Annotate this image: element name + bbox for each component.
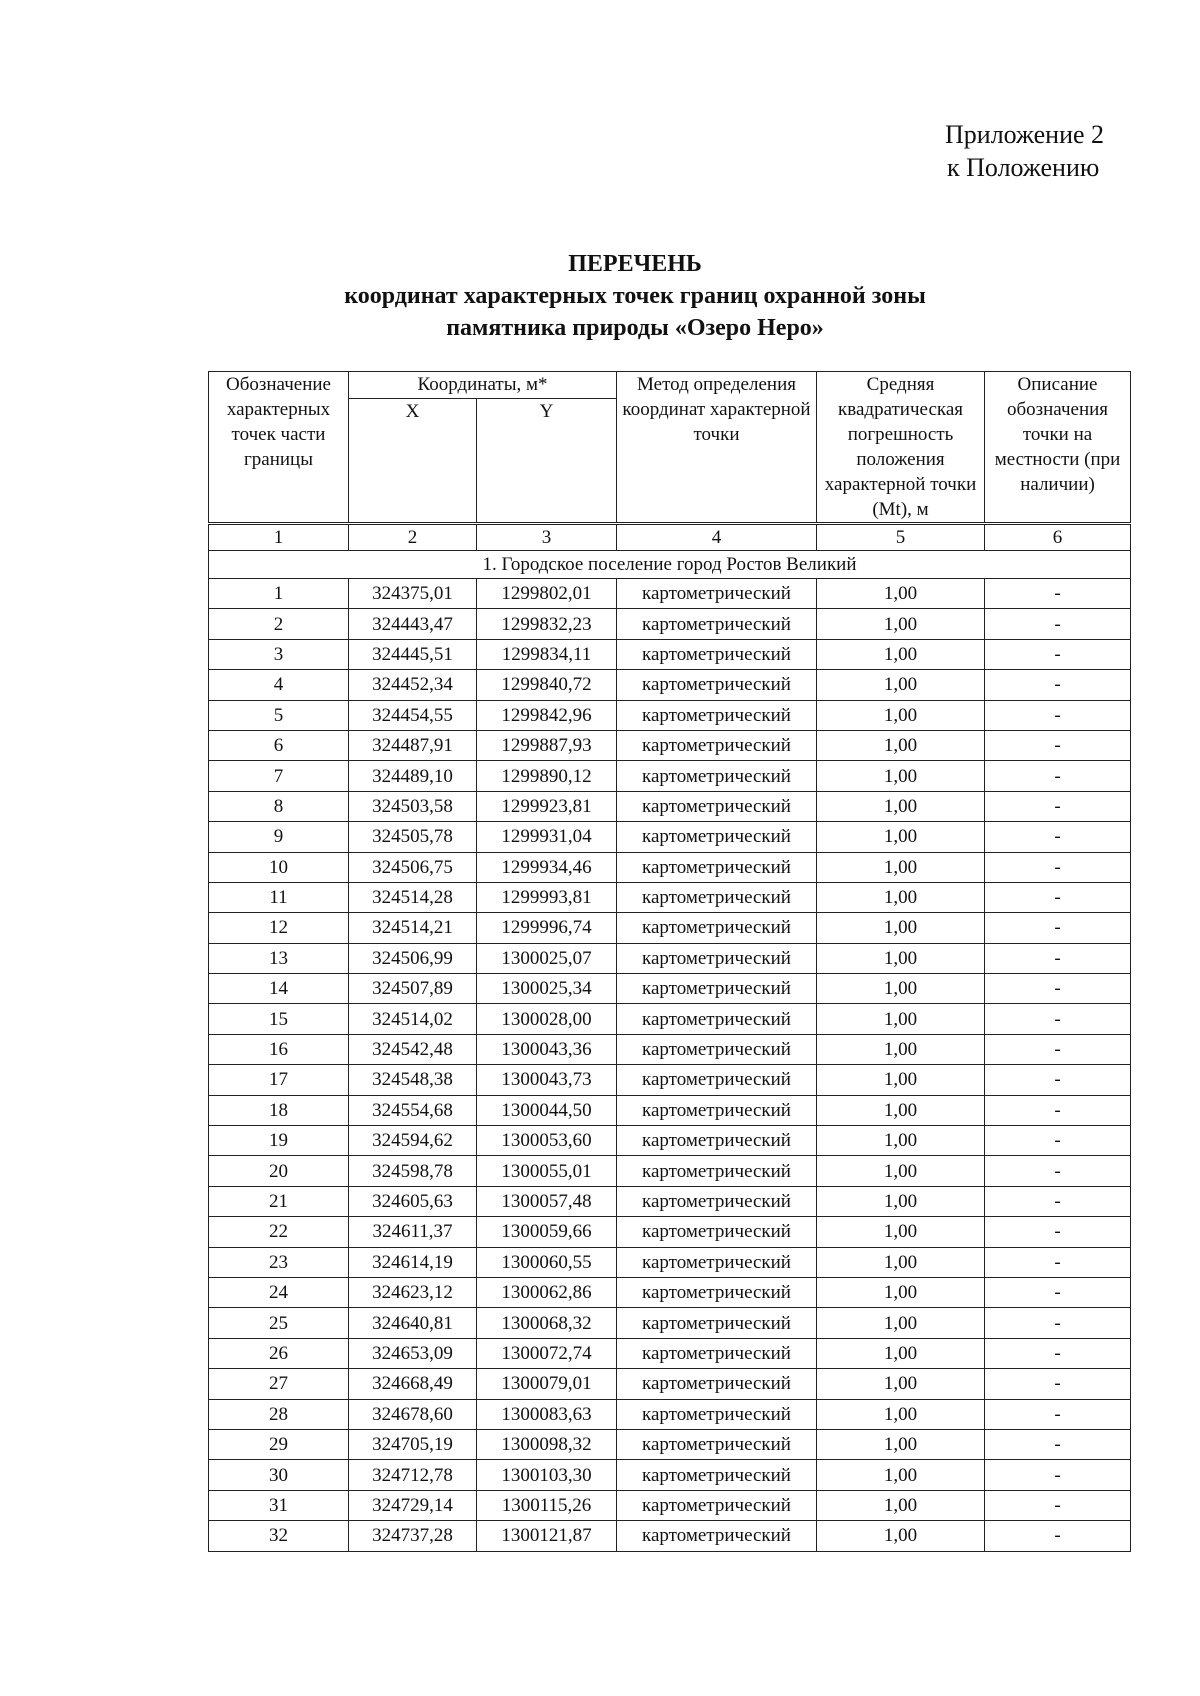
error-value-cell: 1,00: [817, 852, 985, 882]
table-row: [209, 943, 1131, 973]
point-number-cell: 14: [209, 974, 349, 1004]
table-row: [209, 1521, 1131, 1551]
point-number-cell: 29: [209, 1429, 349, 1459]
coord-x-cell: 324443,47: [349, 609, 477, 639]
method-cell: картометрический: [617, 1065, 817, 1095]
appendix-label: [945, 118, 1104, 184]
point-number-cell: 30: [209, 1460, 349, 1490]
table-row: [209, 1460, 1131, 1490]
method-cell: картометрический: [617, 1156, 817, 1186]
description-cell: -: [985, 639, 1131, 669]
coord-y-cell: 1300059,66: [477, 1217, 617, 1247]
description-cell: -: [985, 943, 1131, 973]
coord-y-cell: 1300083,63: [477, 1399, 617, 1429]
table-row: [209, 1247, 1131, 1277]
error-value-cell: 1,00: [817, 1521, 985, 1551]
coord-x-cell: 324507,89: [349, 974, 477, 1004]
table-row: [209, 730, 1131, 760]
table-row: [209, 639, 1131, 669]
point-number-cell: 4: [209, 670, 349, 700]
error-value-cell: 1,00: [817, 1369, 985, 1399]
description-cell: -: [985, 670, 1131, 700]
method-cell: картометрический: [617, 1217, 817, 1247]
point-number-cell: 7: [209, 761, 349, 791]
description-cell: -: [985, 852, 1131, 882]
method-cell: картометрический: [617, 791, 817, 821]
column-number: 1: [209, 524, 349, 551]
error-value-cell: 1,00: [817, 1429, 985, 1459]
appendix-line-2: к Положению: [947, 153, 1100, 182]
section-title: 1. Городское поселение город Ростов Великий: [209, 551, 1131, 579]
method-cell: картометрический: [617, 1399, 817, 1429]
method-cell: картометрический: [617, 761, 817, 791]
description-cell: -: [985, 1369, 1131, 1399]
description-cell: -: [985, 1247, 1131, 1277]
method-cell: картометрический: [617, 882, 817, 912]
coord-x-cell: 324678,60: [349, 1399, 477, 1429]
point-number-cell: 22: [209, 1217, 349, 1247]
coord-x-cell: 324454,55: [349, 700, 477, 730]
table-row: [209, 913, 1131, 943]
coord-x-cell: 324729,14: [349, 1490, 477, 1520]
table-row: [209, 670, 1131, 700]
point-number-cell: 23: [209, 1247, 349, 1277]
point-number-cell: 11: [209, 882, 349, 912]
point-number-cell: 5: [209, 700, 349, 730]
description-cell: -: [985, 1490, 1131, 1520]
description-cell: -: [985, 974, 1131, 1004]
description-cell: -: [985, 1429, 1131, 1459]
coord-x-cell: 324623,12: [349, 1277, 477, 1307]
method-cell: картометрический: [617, 1369, 817, 1399]
table-row: [209, 609, 1131, 639]
table-row: [209, 791, 1131, 821]
header-y: Y: [477, 398, 617, 523]
coord-y-cell: 1299996,74: [477, 913, 617, 943]
description-cell: -: [985, 1095, 1131, 1125]
coord-x-cell: 324506,99: [349, 943, 477, 973]
point-number-cell: 28: [209, 1399, 349, 1429]
method-cell: картометрический: [617, 1247, 817, 1277]
header-coordinates: Координаты, м*: [349, 372, 617, 399]
description-cell: -: [985, 1126, 1131, 1156]
error-value-cell: 1,00: [817, 1156, 985, 1186]
table-row: [209, 1065, 1131, 1095]
coord-x-cell: 324598,78: [349, 1156, 477, 1186]
coord-x-cell: 324505,78: [349, 822, 477, 852]
coord-x-cell: 324514,02: [349, 1004, 477, 1034]
method-cell: картометрический: [617, 579, 817, 609]
header-description: Описание обозначения точки на местности (при наличии): [985, 372, 1131, 524]
coord-x-cell: 324452,34: [349, 670, 477, 700]
description-cell: -: [985, 1156, 1131, 1186]
header-error: Средняя квадратическая погрешность положения характерной точки (Mt), м: [817, 372, 985, 524]
error-value-cell: 1,00: [817, 1247, 985, 1277]
method-cell: картометрический: [617, 639, 817, 669]
table-row: [209, 1004, 1131, 1034]
header-x: X: [349, 398, 477, 523]
coord-y-cell: 1299931,04: [477, 822, 617, 852]
method-cell: картометрический: [617, 1034, 817, 1064]
point-number-cell: 15: [209, 1004, 349, 1034]
error-value-cell: 1,00: [817, 882, 985, 912]
table-row: [209, 1034, 1131, 1064]
coord-y-cell: 1300098,32: [477, 1429, 617, 1459]
description-cell: -: [985, 761, 1131, 791]
coord-y-cell: 1300057,48: [477, 1186, 617, 1216]
description-cell: -: [985, 822, 1131, 852]
point-number-cell: 8: [209, 791, 349, 821]
method-cell: картометрический: [617, 974, 817, 1004]
method-cell: картометрический: [617, 852, 817, 882]
coord-y-cell: 1299890,12: [477, 761, 617, 791]
error-value-cell: 1,00: [817, 639, 985, 669]
point-number-cell: 18: [209, 1095, 349, 1125]
coord-x-cell: 324614,19: [349, 1247, 477, 1277]
method-cell: картометрический: [617, 609, 817, 639]
coord-x-cell: 324503,58: [349, 791, 477, 821]
coord-y-cell: 1300043,73: [477, 1065, 617, 1095]
point-number-cell: 20: [209, 1156, 349, 1186]
point-number-cell: 21: [209, 1186, 349, 1216]
description-cell: -: [985, 1338, 1131, 1368]
method-cell: картометрический: [617, 943, 817, 973]
coord-y-cell: 1300053,60: [477, 1126, 617, 1156]
method-cell: картометрический: [617, 700, 817, 730]
table-row: [209, 1338, 1131, 1368]
point-number-cell: 10: [209, 852, 349, 882]
description-cell: -: [985, 609, 1131, 639]
column-number: 2: [349, 524, 477, 551]
coord-x-cell: 324653,09: [349, 1338, 477, 1368]
point-number-cell: 2: [209, 609, 349, 639]
coord-y-cell: 1300121,87: [477, 1521, 617, 1551]
error-value-cell: 1,00: [817, 791, 985, 821]
title-line-2: координат характерных точек границ охранной зоны: [344, 283, 926, 309]
coord-y-cell: 1299832,23: [477, 609, 617, 639]
column-numbers-row: [209, 524, 1131, 551]
description-cell: -: [985, 730, 1131, 760]
point-number-cell: 25: [209, 1308, 349, 1338]
table-row: [209, 1399, 1131, 1429]
coord-y-cell: 1300079,01: [477, 1369, 617, 1399]
method-cell: картометрический: [617, 670, 817, 700]
error-value-cell: 1,00: [817, 1338, 985, 1368]
coord-x-cell: 324737,28: [349, 1521, 477, 1551]
point-number-cell: 19: [209, 1126, 349, 1156]
point-number-cell: 26: [209, 1338, 349, 1368]
table-row: [209, 852, 1131, 882]
table-row: [209, 822, 1131, 852]
column-number: 4: [617, 524, 817, 551]
coord-x-cell: 324542,48: [349, 1034, 477, 1064]
method-cell: картометрический: [617, 1277, 817, 1307]
coord-x-cell: 324506,75: [349, 852, 477, 882]
error-value-cell: 1,00: [817, 579, 985, 609]
description-cell: -: [985, 1308, 1131, 1338]
title-line-1: ПЕРЕЧЕНЬ: [568, 251, 702, 277]
description-cell: -: [985, 882, 1131, 912]
point-number-cell: 9: [209, 822, 349, 852]
method-cell: картометрический: [617, 1308, 817, 1338]
error-value-cell: 1,00: [817, 1490, 985, 1520]
column-number: 5: [817, 524, 985, 551]
method-cell: картометрический: [617, 1126, 817, 1156]
coord-x-cell: 324605,63: [349, 1186, 477, 1216]
table-row: [209, 1126, 1131, 1156]
method-cell: картометрический: [617, 1521, 817, 1551]
coord-y-cell: 1299923,81: [477, 791, 617, 821]
description-cell: -: [985, 1186, 1131, 1216]
error-value-cell: 1,00: [817, 1126, 985, 1156]
error-value-cell: 1,00: [817, 1217, 985, 1247]
table-row: [209, 1369, 1131, 1399]
table-row: [209, 579, 1131, 609]
method-cell: картометрический: [617, 730, 817, 760]
coord-x-cell: 324668,49: [349, 1369, 477, 1399]
point-number-cell: 24: [209, 1277, 349, 1307]
coord-y-cell: 1300072,74: [477, 1338, 617, 1368]
coord-y-cell: 1300055,01: [477, 1156, 617, 1186]
description-cell: -: [985, 700, 1131, 730]
coord-x-cell: 324640,81: [349, 1308, 477, 1338]
point-number-cell: 17: [209, 1065, 349, 1095]
error-value-cell: 1,00: [817, 700, 985, 730]
coord-x-cell: 324554,68: [349, 1095, 477, 1125]
coord-y-cell: 1300044,50: [477, 1095, 617, 1125]
section-row: [209, 551, 1131, 579]
error-value-cell: 1,00: [817, 1460, 985, 1490]
table-row: [209, 1186, 1131, 1216]
description-cell: -: [985, 1217, 1131, 1247]
error-value-cell: 1,00: [817, 1186, 985, 1216]
coord-y-cell: 1299834,11: [477, 639, 617, 669]
method-cell: картометрический: [617, 1490, 817, 1520]
coord-y-cell: 1300062,86: [477, 1277, 617, 1307]
error-value-cell: 1,00: [817, 761, 985, 791]
coord-x-cell: 324514,21: [349, 913, 477, 943]
coord-y-cell: 1299887,93: [477, 730, 617, 760]
coord-x-cell: 324712,78: [349, 1460, 477, 1490]
coordinates-table: [208, 371, 1131, 1552]
description-cell: -: [985, 1460, 1131, 1490]
error-value-cell: 1,00: [817, 1399, 985, 1429]
point-number-cell: 12: [209, 913, 349, 943]
table-row: [209, 1156, 1131, 1186]
coord-y-cell: 1300103,30: [477, 1460, 617, 1490]
point-number-cell: 6: [209, 730, 349, 760]
coord-x-cell: 324514,28: [349, 882, 477, 912]
table-row: [209, 1308, 1131, 1338]
table-row: [209, 1429, 1131, 1459]
method-cell: картометрический: [617, 1186, 817, 1216]
table-row: [209, 882, 1131, 912]
coord-x-cell: 324705,19: [349, 1429, 477, 1459]
column-number: 3: [477, 524, 617, 551]
error-value-cell: 1,00: [817, 730, 985, 760]
coord-y-cell: 1300043,36: [477, 1034, 617, 1064]
point-number-cell: 1: [209, 579, 349, 609]
description-cell: -: [985, 1034, 1131, 1064]
coord-y-cell: 1300068,32: [477, 1308, 617, 1338]
coord-y-cell: 1300060,55: [477, 1247, 617, 1277]
point-number-cell: 31: [209, 1490, 349, 1520]
method-cell: картометрический: [617, 913, 817, 943]
coord-x-cell: 324489,10: [349, 761, 477, 791]
coord-y-cell: 1299840,72: [477, 670, 617, 700]
appendix-line-1: Приложение 2: [945, 120, 1105, 149]
table-row: [209, 1277, 1131, 1307]
coord-x-cell: 324487,91: [349, 730, 477, 760]
coord-y-cell: 1300028,00: [477, 1004, 617, 1034]
error-value-cell: 1,00: [817, 1308, 985, 1338]
error-value-cell: 1,00: [817, 1004, 985, 1034]
coord-x-cell: 324375,01: [349, 579, 477, 609]
table-row: [209, 1095, 1131, 1125]
point-number-cell: 16: [209, 1034, 349, 1064]
description-cell: -: [985, 1277, 1131, 1307]
coord-y-cell: 1299842,96: [477, 700, 617, 730]
title-line-3: памятника природы «Озеро Неро»: [446, 315, 824, 341]
method-cell: картометрический: [617, 1460, 817, 1490]
document-title: [0, 248, 1200, 344]
error-value-cell: 1,00: [817, 1034, 985, 1064]
error-value-cell: 1,00: [817, 670, 985, 700]
point-number-cell: 32: [209, 1521, 349, 1551]
table-row: [209, 1217, 1131, 1247]
method-cell: картометрический: [617, 1429, 817, 1459]
error-value-cell: 1,00: [817, 913, 985, 943]
point-number-cell: 3: [209, 639, 349, 669]
method-cell: картометрический: [617, 1338, 817, 1368]
error-value-cell: 1,00: [817, 1095, 985, 1125]
column-number: 6: [985, 524, 1131, 551]
coord-y-cell: 1300025,34: [477, 974, 617, 1004]
point-number-cell: 13: [209, 943, 349, 973]
header-method: Метод определения координат характерной точки: [617, 372, 817, 524]
coord-y-cell: 1299993,81: [477, 882, 617, 912]
table-row: [209, 761, 1131, 791]
method-cell: картометрический: [617, 1004, 817, 1034]
description-cell: -: [985, 1004, 1131, 1034]
error-value-cell: 1,00: [817, 974, 985, 1004]
description-cell: -: [985, 579, 1131, 609]
point-number-cell: 27: [209, 1369, 349, 1399]
coord-y-cell: 1300115,26: [477, 1490, 617, 1520]
coord-y-cell: 1300025,07: [477, 943, 617, 973]
error-value-cell: 1,00: [817, 609, 985, 639]
description-cell: -: [985, 1399, 1131, 1429]
coord-x-cell: 324594,62: [349, 1126, 477, 1156]
error-value-cell: 1,00: [817, 1277, 985, 1307]
error-value-cell: 1,00: [817, 822, 985, 852]
coord-y-cell: 1299802,01: [477, 579, 617, 609]
coord-y-cell: 1299934,46: [477, 852, 617, 882]
table-row: [209, 974, 1131, 1004]
error-value-cell: 1,00: [817, 943, 985, 973]
coord-x-cell: 324611,37: [349, 1217, 477, 1247]
description-cell: -: [985, 1521, 1131, 1551]
table-row: [209, 700, 1131, 730]
description-cell: -: [985, 791, 1131, 821]
method-cell: картометрический: [617, 1095, 817, 1125]
description-cell: -: [985, 913, 1131, 943]
table-row: [209, 1490, 1131, 1520]
coord-x-cell: 324548,38: [349, 1065, 477, 1095]
error-value-cell: 1,00: [817, 1065, 985, 1095]
header-designation: Обозначение характерных точек части границы: [209, 372, 349, 524]
method-cell: картометрический: [617, 822, 817, 852]
coord-x-cell: 324445,51: [349, 639, 477, 669]
description-cell: -: [985, 1065, 1131, 1095]
